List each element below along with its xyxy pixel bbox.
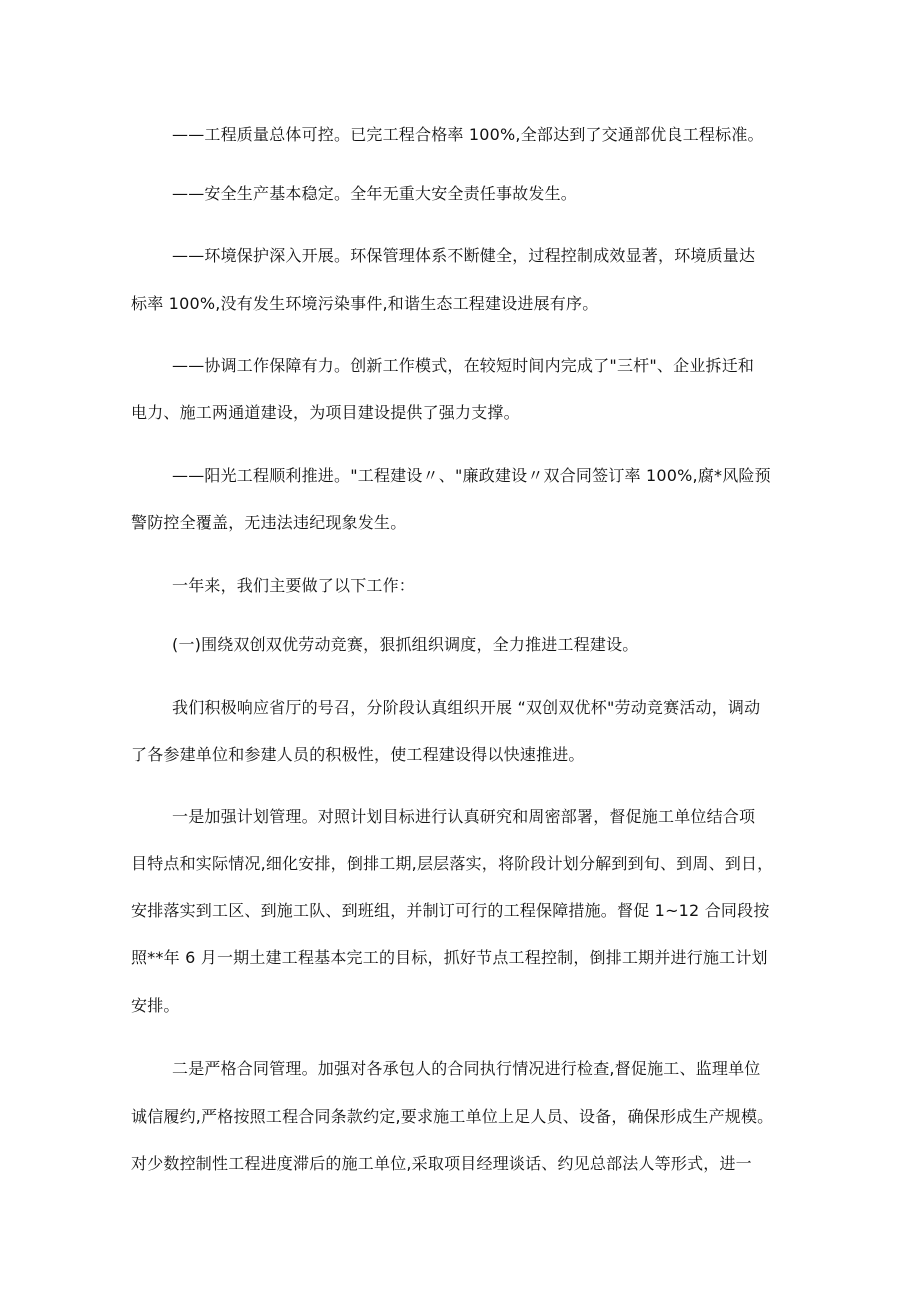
text-line: 安排落实到工区、到施工队、到班组，并制订可行的工程保障措施。督促 1~12 合同段按 <box>131 901 770 920</box>
text-line: 诚信履约,严格按照工程合同条款约定,要求施工单位上足人员、设备，确保形成生产规模。 <box>131 1107 774 1126</box>
text-line: ——工程质量总体可控。已完工程合格率 100%,全部达到了交通部优良工程标准。 <box>172 125 764 144</box>
text-line: 一年来，我们主要做了以下工作： <box>172 576 416 595</box>
text-line: 电力、施工两通道建设，为项目建设提供了强力支撑。 <box>131 403 520 422</box>
text-line: ——环境保护深入开展。环保管理体系不断健全，过程控制成效显著，环境质量达 <box>172 246 756 265</box>
text-line: 二是严格合同管理。加强对各承包人的合同执行情况进行检查,督促施工、监理单位 <box>172 1059 761 1078</box>
text-line: ——协调工作保障有力。创新工作模式，在较短时间内完成了"三杆"、企业拆迁和 <box>172 356 755 375</box>
text-line: 照**年 6 月一期土建工程基本完工的目标，抓好节点工程控制，倒排工期并进行施工计划 <box>131 948 768 967</box>
text-line: 一是加强计划管理。对照计划目标进行认真研究和周密部署，督促施工单位结合项 <box>172 807 756 826</box>
text-line: 目特点和实际情况,细化安排，倒排工期,层层落实，将阶段计划分解到到旬、到周、到日， <box>131 854 774 873</box>
text-line: 了各参建单位和参建人员的积极性，使工程建设得以快速推进。 <box>131 745 585 764</box>
text-line: (一)围绕双创双优劳动竞赛，狠抓组织调度，全力推进工程建设。 <box>172 635 639 654</box>
text-line: 对少数控制性工程进度滞后的施工单位,采取项目经理谈话、约见总部法人等形式，进一 <box>131 1154 752 1173</box>
text-line: ——阳光工程顺利推进。"工程建设〃、"廉政建设〃双合同签订率 100%,腐*风险预 <box>172 466 771 485</box>
text-line: 警防控全覆盖，无违法违纪现象发生。 <box>131 513 407 532</box>
text-line: 我们积极响应省厅的号召，分阶段认真组织开展 “双创双优杯"劳动竞赛活动，调动 <box>172 698 761 717</box>
text-line: 标率 100%,没有发生环境污染事件,和谐生态工程建设进展有序。 <box>131 294 599 313</box>
text-line: 安排。 <box>131 996 180 1015</box>
text-line: ——安全生产基本稳定。全年无重大安全责任事故发生。 <box>172 184 578 203</box>
